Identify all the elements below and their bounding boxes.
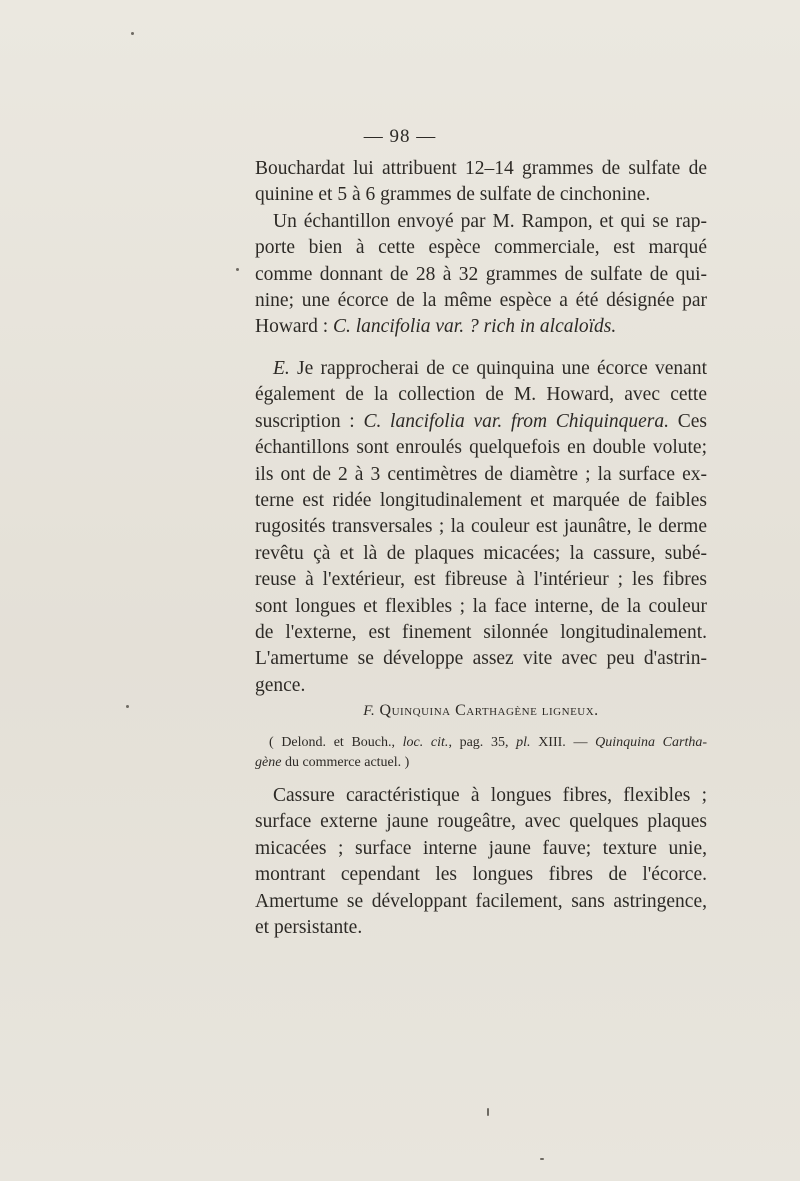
italic-fragment: loc. cit.: [402, 735, 449, 750]
text-fragment: ( Delond. et Bouch.,: [269, 735, 403, 750]
scan-speck: [487, 1108, 489, 1116]
text-line: terne est ridée longitudinalement et marquée de faibles: [255, 490, 707, 512]
text-line: micacées ; surface interne jaune fauve; texture unie,: [255, 837, 707, 859]
scan-speck: [236, 268, 239, 271]
text-line: comme donnant de 28 à 32 grammes de sulfate de qui-: [255, 263, 707, 285]
text-line: revêtu çà et là de plaques micacées; la cassure, subé-: [255, 542, 707, 564]
italic-fragment: Quinquina Cartha-: [595, 735, 707, 750]
text-line: quinine et 5 à 6 grammes de sulfate de cinchonine.: [255, 184, 651, 206]
section-letter-f: F.: [363, 703, 376, 719]
paragraph-f: [255, 783, 707, 941]
text-line: reuse à l'extérieur, est fibreuse à l'intérieur ; les fibres: [255, 569, 707, 591]
text-line: Cassure caractéristique à longues fibres, flexibles ;: [273, 785, 707, 806]
text-line: rugosités transversales ; la couleur est jaunâtre, le derme: [255, 516, 707, 538]
italic-species-name: C. lancifolia var. from Chiquinquera.: [363, 410, 670, 432]
text-line: Un échantillon envoyé par M. Rampon, et qui se rap-: [273, 210, 707, 232]
text-fragment: suscription :: [255, 410, 364, 432]
text-fragment: Je rapprocherai de ce quinquina une écorce venant: [289, 358, 707, 379]
text-line: Amertume se développant facilement, sans astringence,: [255, 890, 707, 912]
text-fragment: XIII. —: [530, 735, 596, 750]
text-line: échantillons sont enroulés quelquefois en double volute;: [255, 437, 707, 459]
text-line: [255, 314, 707, 340]
bibliographic-reference: [255, 733, 707, 773]
reference-line: [255, 753, 707, 773]
text-line: également de la collection de M. Howard, avec cette: [255, 384, 707, 406]
scan-speck: [540, 1158, 544, 1160]
text-line: porte bien à cette espèce commerciale, est marqué: [255, 237, 707, 259]
italic-species-name: C. lancifolia var. ? rich in alcaloïds.: [332, 316, 617, 338]
section-heading-f: [255, 702, 707, 720]
text-line: [255, 409, 707, 435]
text-line: sont longues et flexibles ; la face interne, de la couleur: [255, 595, 707, 617]
italic-fragment: pl.: [516, 735, 531, 750]
text-line: nine; une écorce de la même espèce a été désignée par: [255, 290, 707, 312]
scan-speck: [126, 705, 129, 708]
paragraph-a: [255, 156, 707, 341]
section-letter-e: E.: [273, 358, 290, 379]
text-line: [255, 356, 707, 382]
text-line: surface externe jaune rougeâtre, avec quelques plaques: [255, 811, 707, 833]
text-line: L'amertume se développe assez vite avec peu d'astrin-: [255, 648, 707, 670]
page-number: — 98 —: [363, 126, 437, 147]
paragraph-e: [255, 356, 707, 699]
text-line: de l'externe, est finement silonnée longitudinalement.: [255, 622, 707, 644]
text-fragment: Howard :: [255, 316, 333, 338]
text-line: gence.: [255, 674, 306, 696]
text-line: et persistante.: [255, 917, 363, 939]
text-line: montrant cependant les longues fibres de l'écorce.: [255, 864, 707, 886]
text-fragment: du commerce actuel. ): [281, 755, 410, 770]
text-line: Bouchardat lui attribuent 12–14 grammes de sulfate de: [255, 158, 707, 179]
scan-speck: [131, 32, 134, 35]
text-line: ils ont de 2 à 3 centimètres de diamètre ; la surface ex-: [255, 463, 707, 485]
text-fragment: Ces: [669, 410, 707, 432]
reference-line: [255, 733, 707, 753]
italic-fragment: gène: [255, 755, 282, 770]
section-title-text: Quinquina Carthagène ligneux.: [379, 702, 599, 719]
text-fragment: , pag. 35,: [448, 735, 517, 750]
